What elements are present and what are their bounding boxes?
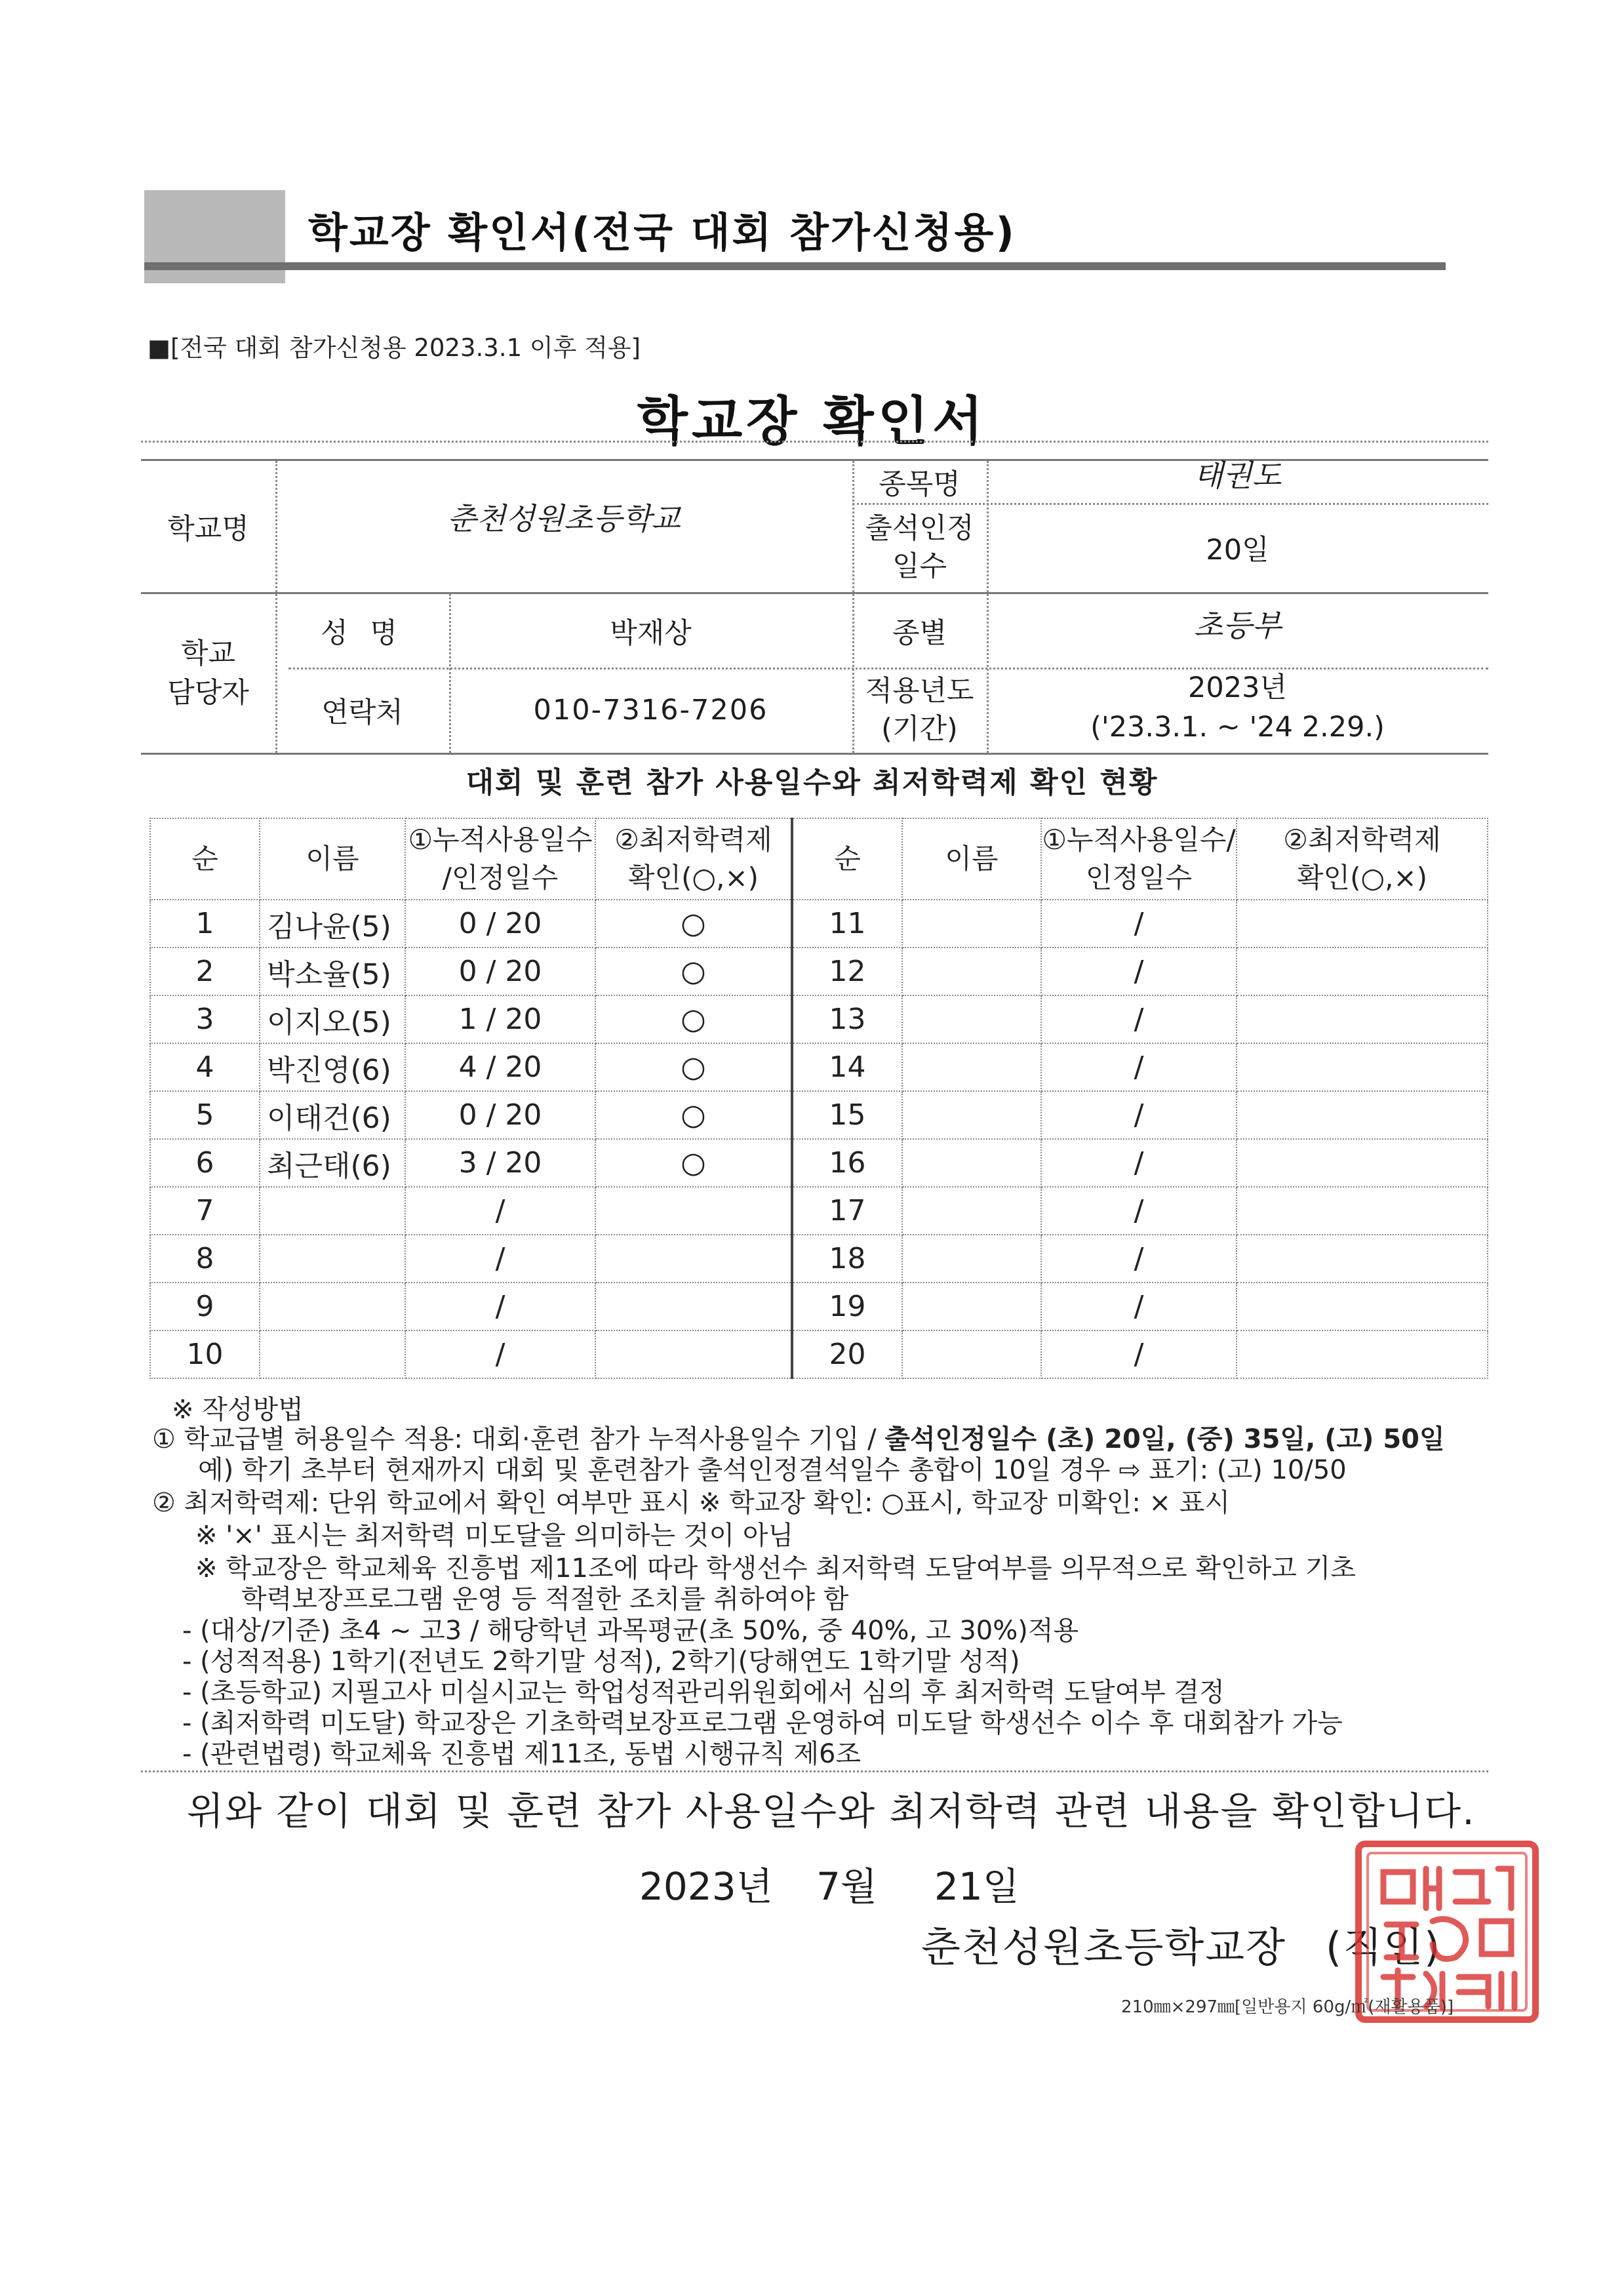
row-number-cell: 16	[792, 1139, 902, 1187]
row-number-cell: 17	[792, 1187, 902, 1235]
table-row	[150, 1091, 1488, 1139]
col-header-name-right: 이름	[902, 818, 1041, 900]
name-label: 성 명	[321, 616, 404, 650]
col-header-check-right-line1: ②최저학력제	[1283, 824, 1441, 856]
col-header-days-right	[1041, 818, 1237, 900]
bullet-item: - (대상/기준) 초4 ~ 고3 / 해당학년 과목평균(초 50%, 중 40%, 고 30%)적용	[182, 1616, 1079, 1646]
date-year: 2023년	[639, 1864, 773, 1909]
bullet-item: - (최저학력 미도달) 학교장은 기초학력보장프로그램 운영하여 미도달 학생선수 이수 후 대회참가 가능	[182, 1708, 1343, 1738]
student-name-cell	[902, 1235, 1041, 1283]
min-academic-check-cell: ○	[595, 1139, 792, 1187]
bullet-item: - (관련법령) 학교체육 진흥법 제11조, 동법 시행규칙 제6조	[182, 1739, 862, 1769]
row-number-cell: 20	[792, 1330, 902, 1378]
min-academic-check-cell	[595, 1330, 792, 1378]
instruction-example: 예) 학기 초부터 현재까지 대회 및 훈련참가 출석인정결석일수 총합이 10일 경우 ⇨ 표기: (고) 10/50	[198, 1455, 1347, 1485]
col-header-name: 이름	[260, 818, 405, 900]
used-days-cell: /	[405, 1283, 595, 1330]
min-academic-check-cell: ○	[595, 948, 792, 995]
row-number-cell: 11	[792, 900, 902, 948]
min-academic-check-cell	[595, 1187, 792, 1235]
attend-label	[852, 503, 987, 592]
table-row	[150, 995, 1488, 1043]
table-body	[150, 900, 1488, 1378]
row-number-cell: 15	[792, 1091, 902, 1139]
event-value: 태권도	[1193, 458, 1282, 493]
row-number-cell: 9	[150, 1283, 260, 1330]
school-label: 학교명	[167, 512, 249, 546]
student-name-cell	[902, 1091, 1041, 1139]
table-row	[150, 1043, 1488, 1091]
used-days-cell: /	[1041, 995, 1237, 1043]
student-name-cell	[902, 948, 1041, 995]
contact-value: 010-7316-7206	[533, 694, 768, 727]
row-number-cell: 3	[150, 995, 260, 1043]
min-academic-check-cell: ○	[595, 1091, 792, 1139]
student-name-cell	[902, 995, 1041, 1043]
col-header-check	[595, 818, 792, 900]
used-days-cell: /	[1041, 1043, 1237, 1091]
row-number-cell: 6	[150, 1139, 260, 1187]
used-days-cell: 0 / 20	[405, 900, 595, 948]
row-number-cell: 7	[150, 1187, 260, 1235]
used-days-cell: /	[1041, 1091, 1237, 1139]
event-label: 종목명	[879, 468, 961, 501]
student-name-cell	[260, 1235, 405, 1283]
attend-label-line2: 일수	[892, 550, 947, 583]
row-number-cell: 12	[792, 948, 902, 995]
manager-label-line1: 학교	[180, 637, 236, 670]
student-name-cell	[902, 1330, 1041, 1378]
used-days-cell: 0 / 20	[405, 1091, 595, 1139]
school-value: 춘천성원초등학교	[447, 501, 681, 536]
header-rule	[144, 262, 1446, 270]
min-academic-check-cell	[1237, 1187, 1488, 1235]
min-academic-check-cell	[1237, 1235, 1488, 1283]
table-header-row	[150, 818, 1488, 900]
student-name-cell	[902, 1283, 1041, 1330]
instructions-bottom-line	[141, 1770, 1488, 1772]
min-academic-check-cell: ○	[595, 995, 792, 1043]
col-header-check-line1: ②최저학력제	[614, 824, 772, 856]
col-header-check-right-line2: 확인(○,×)	[1296, 862, 1428, 894]
year-value-line1: 2023년	[1188, 671, 1287, 704]
col-header-no-right: 순	[792, 818, 902, 900]
table-row	[150, 1139, 1488, 1187]
table-row	[150, 1187, 1488, 1235]
instructions-heading: ※ 작성방법	[172, 1395, 304, 1425]
student-name-cell: 박진영(6)	[260, 1043, 405, 1091]
instruction-item-1-text: ① 학교급별 허용일수 적용: 대회·훈련 참가 누적사용일수 기입 /	[152, 1424, 885, 1454]
row-number-cell: 10	[150, 1330, 260, 1378]
student-name-cell	[902, 1043, 1041, 1091]
attend-value: 20일	[1206, 533, 1269, 567]
bullet-item: - (성적적용) 1학기(전년도 2학기말 성적), 2학기(당해연도 1학기말 성적)	[182, 1646, 1020, 1677]
used-days-cell: /	[1041, 1187, 1237, 1235]
instruction-item-2: ② 최저학력제: 단위 학교에서 확인 여부만 표시 ※ 학교장 확인: ○표시, 학교장 미확인: × 표시	[152, 1488, 1231, 1518]
instruction-item-1-bold: 출석인정일수 (초) 20일, (중) 35일, (고) 50일	[884, 1424, 1445, 1454]
row-number-cell: 4	[150, 1043, 260, 1091]
bullet-item: - (초등학교) 지필고사 미실시교는 학업성적관리위원회에서 심의 후 최저학력 도달여부 결정	[182, 1677, 1225, 1707]
col-header-check-right	[1237, 818, 1488, 900]
col-header-check-line2: 확인(○,×)	[627, 862, 759, 894]
student-name-cell	[260, 1187, 405, 1235]
used-days-cell: 0 / 20	[405, 948, 595, 995]
col-header-days-right-line2: 인정일수	[1085, 862, 1193, 894]
table-row	[150, 1283, 1488, 1330]
confirmation-text: 위와 같이 대회 및 훈련 참가 사용일수와 최저학력 관련 내용을 확인합니다.	[187, 1789, 1476, 1833]
col-header-days	[405, 818, 595, 900]
instruction-note-1: ※ '×' 표시는 최저학력 미도달을 의미하는 것이 아님	[195, 1521, 794, 1551]
status-table	[149, 818, 1488, 1379]
used-days-cell: 3 / 20	[405, 1139, 595, 1187]
min-academic-check-cell	[595, 1283, 792, 1330]
used-days-cell: /	[405, 1330, 595, 1378]
principal-name: 춘천성원초등학교장	[921, 1923, 1287, 1971]
row-number-cell: 14	[792, 1043, 902, 1091]
min-academic-check-cell: ○	[595, 1043, 792, 1091]
row-number-cell: 2	[150, 948, 260, 995]
seal-note: (직인)	[1326, 1923, 1442, 1971]
min-academic-check-cell	[1237, 1330, 1488, 1378]
used-days-cell: 1 / 20	[405, 995, 595, 1043]
student-name-cell: 김나윤(5)	[260, 900, 405, 948]
row-number-cell: 18	[792, 1235, 902, 1283]
section-title: 대회 및 훈련 참가 사용일수와 최저학력제 확인 현황	[465, 766, 1159, 799]
min-academic-check-cell	[1237, 1091, 1488, 1139]
year-label-line1: 적용년도	[865, 675, 974, 708]
table-row	[150, 900, 1488, 948]
used-days-cell: /	[405, 1187, 595, 1235]
applicability-note: ■[전국 대회 참가신청용 2023.3.1 이후 적용]	[148, 334, 641, 362]
attend-label-line1: 출석인정	[865, 512, 974, 545]
year-label-line2: (기간)	[881, 713, 958, 746]
table-row	[150, 948, 1488, 995]
used-days-cell: /	[1041, 1330, 1237, 1378]
year-label	[852, 668, 987, 753]
contact-label: 연락처	[321, 696, 403, 729]
manager-label-line2: 담당자	[167, 677, 249, 709]
instruction-note-2-line1: ※ 학교장은 학교체육 진흥법 제11조에 따라 학생선수 최저학력 도달여부를 의무적으로 확인하고 기초	[195, 1553, 1356, 1584]
year-value-line2: ('23.3.1. ~ '24 2.29.)	[1090, 711, 1385, 744]
category-label: 종별	[892, 616, 947, 650]
min-academic-check-cell	[1237, 948, 1488, 995]
used-days-cell: /	[1041, 948, 1237, 995]
col-header-no: 순	[150, 818, 260, 900]
used-days-cell: /	[1041, 1283, 1237, 1330]
student-name-cell: 박소율(5)	[260, 948, 405, 995]
used-days-cell: /	[1041, 900, 1237, 948]
row-number-cell: 19	[792, 1283, 902, 1330]
date-month: 7월	[816, 1864, 877, 1909]
year-value	[987, 662, 1488, 753]
paper-spec-footer: 210㎜×297㎜[일반용지 60g/㎡(재활용품)]	[1121, 1997, 1454, 2017]
student-name-cell	[260, 1330, 405, 1378]
student-name-cell	[902, 1187, 1041, 1235]
row-number-cell: 8	[150, 1235, 260, 1283]
student-name-cell	[260, 1283, 405, 1330]
min-academic-check-cell	[595, 1235, 792, 1283]
info-top-line	[141, 441, 1488, 443]
row-number-cell: 5	[150, 1091, 260, 1139]
min-academic-check-cell	[1237, 1043, 1488, 1091]
used-days-cell: /	[1041, 1139, 1237, 1187]
name-value: 박재상	[610, 616, 692, 650]
category-value: 초등부	[1193, 608, 1282, 643]
min-academic-check-cell: ○	[595, 900, 792, 948]
manager-label	[141, 594, 275, 753]
col-header-days-line1: ①누적사용일수	[408, 824, 593, 856]
col-header-days-right-line1: ①누적사용일수/	[1042, 824, 1236, 856]
document-title: 학교장 확인서	[637, 391, 987, 452]
col-header-days-line2: /인정일수	[442, 862, 559, 894]
student-name-cell: 이태건(6)	[260, 1091, 405, 1139]
table-row	[150, 1330, 1488, 1378]
student-name-cell: 이지오(5)	[260, 995, 405, 1043]
min-academic-check-cell	[1237, 1139, 1488, 1187]
min-academic-check-cell	[1237, 995, 1488, 1043]
used-days-cell: 4 / 20	[405, 1043, 595, 1091]
used-days-cell: /	[1041, 1235, 1237, 1283]
student-name-cell: 최근태(6)	[260, 1139, 405, 1187]
header-title: 학교장 확인서(전국 대회 참가신청용)	[308, 209, 1016, 256]
instruction-note-2-line2: 학력보장프로그램 운영 등 적절한 조치를 취하여야 함	[241, 1584, 849, 1614]
row-number-cell: 1	[150, 900, 260, 948]
row-number-cell: 13	[792, 995, 902, 1043]
table-row	[150, 1235, 1488, 1283]
student-name-cell	[902, 900, 1041, 948]
used-days-cell: /	[405, 1235, 595, 1283]
date-day: 21일	[934, 1864, 1020, 1909]
min-academic-check-cell	[1237, 900, 1488, 948]
min-academic-check-cell	[1237, 1283, 1488, 1330]
info-bottom-rule	[141, 753, 1488, 755]
student-name-cell	[902, 1139, 1041, 1187]
